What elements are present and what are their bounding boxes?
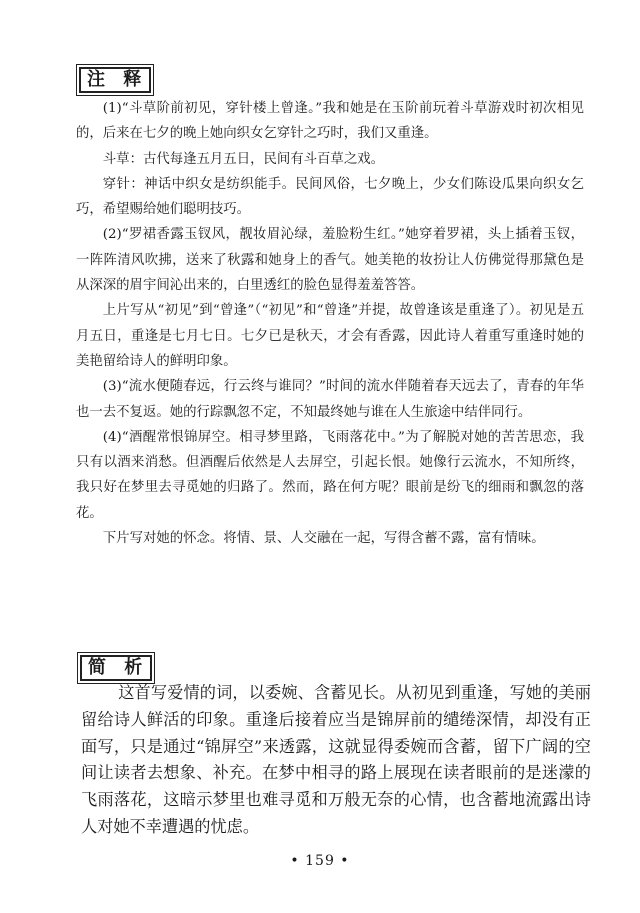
note-paragraph-1: (1)“斗草阶前初见，穿针楼上曾逢。”我和她是在玉阶前玩着斗草游戏时初次相见的，后来在七夕的晚上她向织女乞穿针之巧时，我们又重逢。 [76,101,584,142]
page-number: • 159 • [290,853,350,869]
notes-body [76,96,584,551]
note-paragraph-4: (2)“罗裙香露玉钗风，靓妆眉沁绿，羞脸粉生红。”她穿着罗裙，头上插着玉钗，一阵阵清风吹拂，送来了秋露和她身上的香气。她美艳的妆扮让人仿佛觉得那黛色是从深深的眉宇间沁出来的，白里透红的脸色显得羞羞答答。 [76,227,584,294]
analysis-paragraph-1: 这首写爱情的词，以委婉、含蓄见长。从初见到重逢，写她的美丽留给诗人鲜活的印象。重逢后接着应当是锦屏前的缱绻深情，却没有正面写，只是通过“锦屏空”来透露，这就显得委婉而含蓄，留下广阔的空间让读者去想象、补充。在梦中相寻的路上展现在读者眼前的是迷濛的飞雨落花，这暗示梦里也难寻觅和万般无奈的心情，也含蓄地流露出诗人对她不幸遭遇的忧虑。 [81,683,591,836]
note-paragraph-7: (4)“酒醒常恨锦屏空。相寻梦里路，飞雨落花中。”为了解脱对她的苦苦思恋，我只有以酒来消愁。但酒醒后依然是人去屏空，引起长恨。她像行云流水，不知所终，我只好在梦里去寻觅她的归路了。然而，路在何方呢？眼前是纷飞的细雨和飘忽的落花。 [76,429,584,521]
analysis-heading: 简 析 [80,655,152,681]
note-paragraph-2: 斗草：古代每逢五月五日，民间有斗百草之戏。 [102,151,384,167]
note-paragraph-3: 穿针：神话中织女是纺织能手。民间风俗，七夕晚上，少女们陈设瓜果向织女乞巧，希望赐给她们聪明技巧。 [76,176,584,218]
note-paragraph-8: 下片写对她的怀念。将情、景、人交融在一起，写得含蓄不露，富有情味。 [102,531,545,547]
note-paragraph-5: 上片写从“初见”到“曾逢”（“初见”和“曾逢”并提，故曾逢该是重逢了）。初见是五月五日，重逢是七月七日。七夕已是秋天，才会有香露，因此诗人着重写重逢时她的美艳留给诗人的鲜明印象。 [76,303,584,369]
notes-heading: 注 释 [79,67,151,93]
note-paragraph-6: (3)“流水便随春远，行云终与谁同？”时间的流水伴随着春天远去了，青春的年华也一去不复返。她的行踪飘忽不定，不知最终她与谁在人生旅途中结伴同行。 [76,379,584,420]
analysis-body [81,680,591,841]
